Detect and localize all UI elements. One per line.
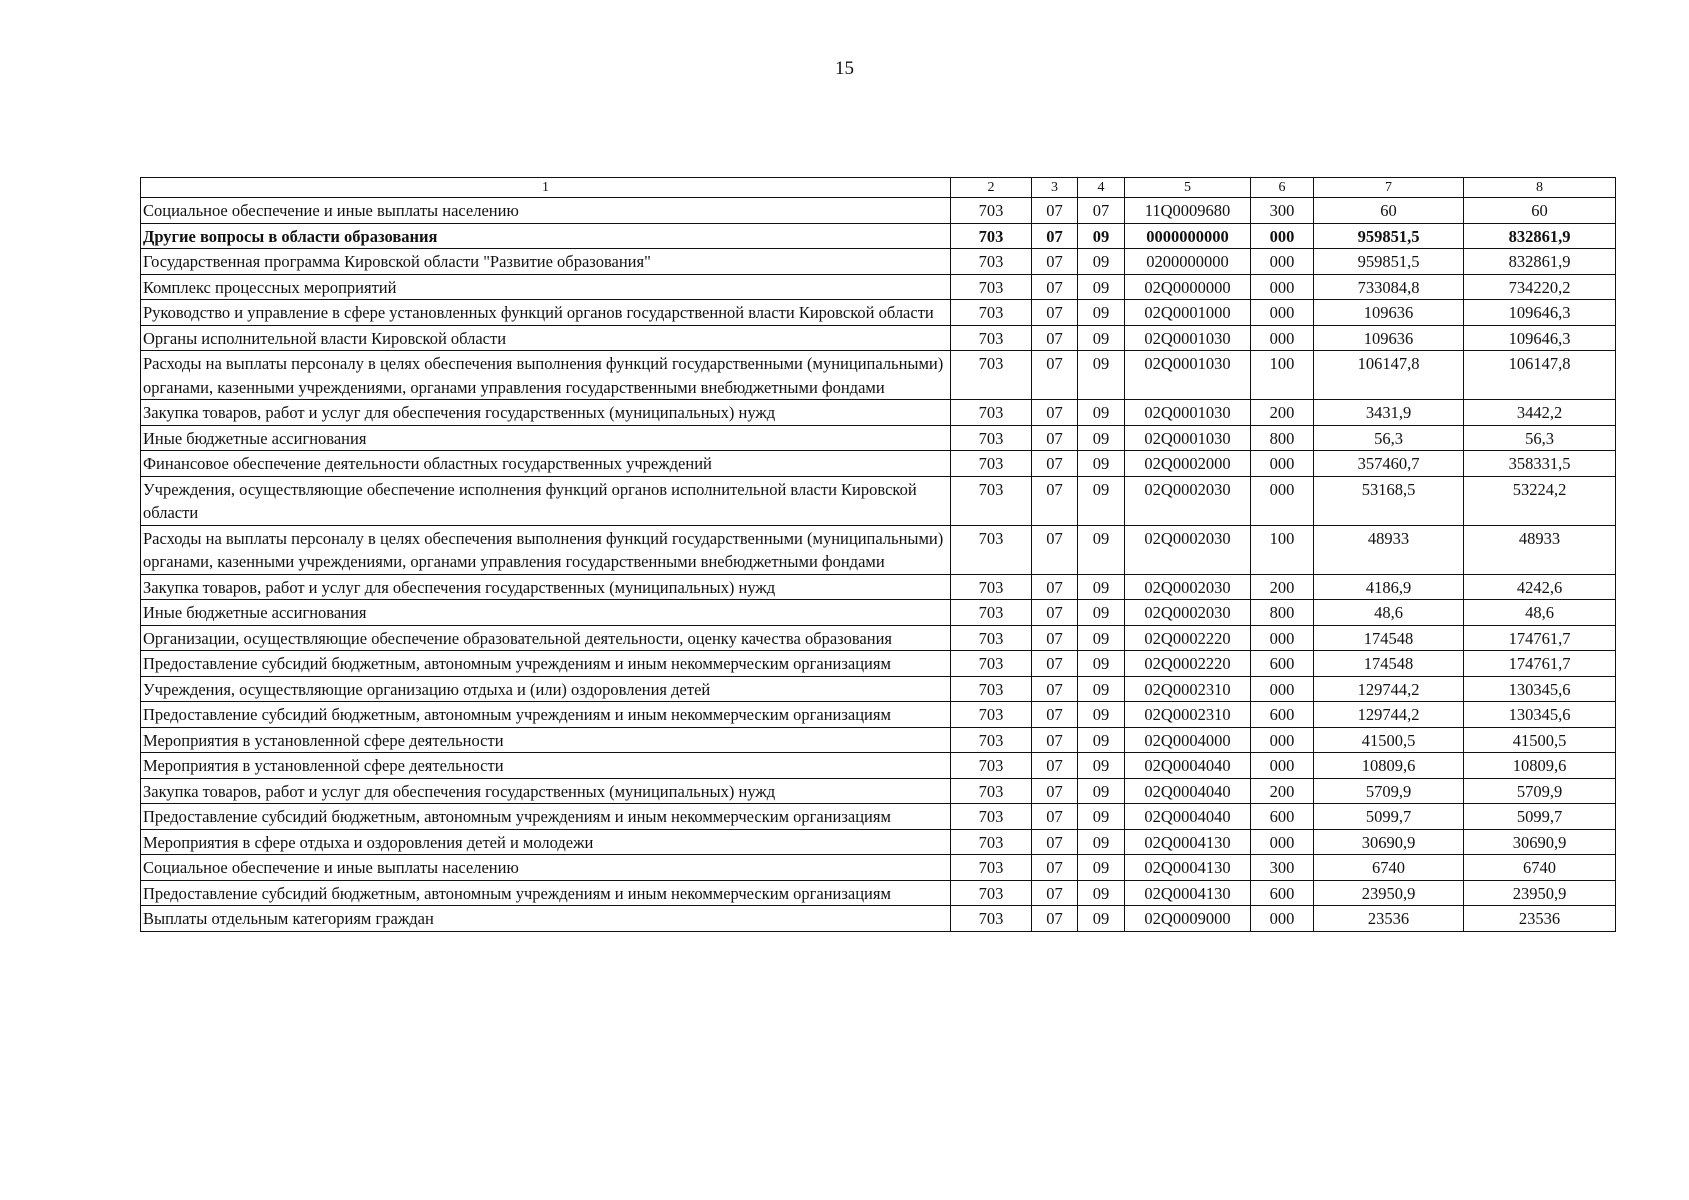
section-code: 07 [1032, 198, 1078, 224]
table-row [141, 425, 1616, 451]
section-code: 07 [1032, 300, 1078, 326]
amount-col-7: 174548 [1314, 625, 1464, 651]
item-name: Мероприятия в установленной сфере деятельности [141, 727, 951, 753]
column-header: 7 [1314, 178, 1464, 198]
item-name: Учреждения, осуществляющие обеспечение исполнения функций органов исполнительной власти Кировской области [141, 476, 951, 525]
item-name: Мероприятия в установленной сфере деятельности [141, 753, 951, 779]
table-row [141, 476, 1616, 525]
amount-col-7: 23536 [1314, 906, 1464, 932]
amount-col-8: 5709,9 [1464, 778, 1616, 804]
column-header: 5 [1125, 178, 1251, 198]
table-row [141, 829, 1616, 855]
amount-col-7: 6740 [1314, 855, 1464, 881]
item-name: Комплекс процессных мероприятий [141, 274, 951, 300]
section-code: 07 [1032, 727, 1078, 753]
item-name: Предоставление субсидий бюджетным, автономным учреждениям и иным некоммерческим организациям [141, 804, 951, 830]
item-name: Государственная программа Кировской области "Развитие образования" [141, 249, 951, 275]
subsection-code: 09 [1078, 625, 1125, 651]
column-header: 6 [1251, 178, 1314, 198]
amount-col-8: 60 [1464, 198, 1616, 224]
target-article-code: 02Q0001030 [1125, 425, 1251, 451]
item-name: Предоставление субсидий бюджетным, автономным учреждениям и иным некоммерческим организациям [141, 702, 951, 728]
amount-col-7: 41500,5 [1314, 727, 1464, 753]
amount-col-8: 23536 [1464, 906, 1616, 932]
ministry-code: 703 [951, 676, 1032, 702]
expense-type-code: 200 [1251, 574, 1314, 600]
item-name: Социальное обеспечение и иные выплаты населению [141, 855, 951, 881]
section-code: 07 [1032, 804, 1078, 830]
target-article-code: 02Q0004130 [1125, 855, 1251, 881]
amount-col-8: 6740 [1464, 855, 1616, 881]
section-code: 07 [1032, 325, 1078, 351]
expense-type-code: 600 [1251, 702, 1314, 728]
amount-col-8: 41500,5 [1464, 727, 1616, 753]
amount-col-8: 130345,6 [1464, 702, 1616, 728]
table-row [141, 451, 1616, 477]
target-article-code: 02Q0004130 [1125, 880, 1251, 906]
item-name: Расходы на выплаты персоналу в целях обеспечения выполнения функций государственными (муниципальными) органами, казенными учреждениями, органами управления государственными внебюджетными фондами [141, 351, 951, 400]
ministry-code: 703 [951, 451, 1032, 477]
ministry-code: 703 [951, 880, 1032, 906]
amount-col-8: 734220,2 [1464, 274, 1616, 300]
expense-type-code: 000 [1251, 753, 1314, 779]
section-code: 07 [1032, 223, 1078, 249]
target-article-code: 02Q0004130 [1125, 829, 1251, 855]
expense-type-code: 600 [1251, 651, 1314, 677]
ministry-code: 703 [951, 325, 1032, 351]
item-name: Закупка товаров, работ и услуг для обеспечения государственных (муниципальных) нужд [141, 574, 951, 600]
amount-col-8: 48,6 [1464, 600, 1616, 626]
amount-col-7: 4186,9 [1314, 574, 1464, 600]
table-row [141, 676, 1616, 702]
table-row [141, 574, 1616, 600]
expense-type-code: 300 [1251, 855, 1314, 881]
section-code: 07 [1032, 400, 1078, 426]
amount-col-7: 733084,8 [1314, 274, 1464, 300]
ministry-code: 703 [951, 198, 1032, 224]
ministry-code: 703 [951, 829, 1032, 855]
subsection-code: 09 [1078, 274, 1125, 300]
subsection-code: 09 [1078, 476, 1125, 525]
subsection-code: 09 [1078, 727, 1125, 753]
target-article-code: 02Q0000000 [1125, 274, 1251, 300]
target-article-code: 02Q0002220 [1125, 625, 1251, 651]
ministry-code: 703 [951, 223, 1032, 249]
section-code: 07 [1032, 600, 1078, 626]
amount-col-8: 358331,5 [1464, 451, 1616, 477]
subsection-code: 09 [1078, 880, 1125, 906]
ministry-code: 703 [951, 300, 1032, 326]
expense-type-code: 000 [1251, 325, 1314, 351]
section-code: 07 [1032, 651, 1078, 677]
expense-type-code: 100 [1251, 525, 1314, 574]
ministry-code: 703 [951, 249, 1032, 275]
amount-col-8: 4242,6 [1464, 574, 1616, 600]
amount-col-7: 5709,9 [1314, 778, 1464, 804]
section-code: 07 [1032, 625, 1078, 651]
subsection-code: 09 [1078, 855, 1125, 881]
table-row [141, 651, 1616, 677]
table-row [141, 198, 1616, 224]
section-code: 07 [1032, 855, 1078, 881]
subsection-code: 09 [1078, 400, 1125, 426]
target-article-code: 02Q0002310 [1125, 676, 1251, 702]
subsection-code: 09 [1078, 574, 1125, 600]
item-name: Мероприятия в сфере отдыха и оздоровления детей и молодежи [141, 829, 951, 855]
target-article-code: 02Q0002030 [1125, 600, 1251, 626]
section-code: 07 [1032, 880, 1078, 906]
ministry-code: 703 [951, 525, 1032, 574]
amount-col-8: 10809,6 [1464, 753, 1616, 779]
amount-col-8: 832861,9 [1464, 223, 1616, 249]
target-article-code: 02Q0002000 [1125, 451, 1251, 477]
amount-col-8: 832861,9 [1464, 249, 1616, 275]
expense-type-code: 800 [1251, 600, 1314, 626]
table-row [141, 325, 1616, 351]
subsection-code: 09 [1078, 753, 1125, 779]
expense-type-code: 000 [1251, 249, 1314, 275]
expense-type-code: 800 [1251, 425, 1314, 451]
ministry-code: 703 [951, 651, 1032, 677]
ministry-code: 703 [951, 351, 1032, 400]
target-article-code: 02Q0004040 [1125, 753, 1251, 779]
subsection-code: 09 [1078, 223, 1125, 249]
item-name: Предоставление субсидий бюджетным, автономным учреждениям и иным некоммерческим организациям [141, 880, 951, 906]
item-name: Расходы на выплаты персоналу в целях обеспечения выполнения функций государственными (муниципальными) органами, казенными учреждениями, органами управления государственными внебюджетными фондами [141, 525, 951, 574]
target-article-code: 11Q0009680 [1125, 198, 1251, 224]
table-row [141, 880, 1616, 906]
amount-col-8: 106147,8 [1464, 351, 1616, 400]
section-code: 07 [1032, 476, 1078, 525]
expense-type-code: 000 [1251, 451, 1314, 477]
section-code: 07 [1032, 906, 1078, 932]
section-code: 07 [1032, 425, 1078, 451]
column-header: 8 [1464, 178, 1616, 198]
expense-type-code: 100 [1251, 351, 1314, 400]
column-header: 2 [951, 178, 1032, 198]
amount-col-8: 109646,3 [1464, 300, 1616, 326]
subsection-code: 07 [1078, 198, 1125, 224]
subsection-code: 09 [1078, 249, 1125, 275]
subsection-code: 09 [1078, 425, 1125, 451]
section-code: 07 [1032, 525, 1078, 574]
expense-type-code: 600 [1251, 880, 1314, 906]
target-article-code: 0000000000 [1125, 223, 1251, 249]
item-name: Финансовое обеспечение деятельности областных государственных учреждений [141, 451, 951, 477]
subsection-code: 09 [1078, 325, 1125, 351]
target-article-code: 02Q0002310 [1125, 702, 1251, 728]
expense-type-code: 200 [1251, 778, 1314, 804]
ministry-code: 703 [951, 804, 1032, 830]
expense-type-code: 000 [1251, 676, 1314, 702]
subsection-code: 09 [1078, 676, 1125, 702]
section-code: 07 [1032, 351, 1078, 400]
subsection-code: 09 [1078, 778, 1125, 804]
expense-type-code: 000 [1251, 223, 1314, 249]
item-name: Выплаты отдельным категориям граждан [141, 906, 951, 932]
ministry-code: 703 [951, 574, 1032, 600]
table-row [141, 855, 1616, 881]
item-name: Закупка товаров, работ и услуг для обеспечения государственных (муниципальных) нужд [141, 778, 951, 804]
amount-col-8: 3442,2 [1464, 400, 1616, 426]
section-code: 07 [1032, 753, 1078, 779]
table-row [141, 906, 1616, 932]
amount-col-7: 48,6 [1314, 600, 1464, 626]
subsection-code: 09 [1078, 829, 1125, 855]
subsection-code: 09 [1078, 702, 1125, 728]
amount-col-7: 174548 [1314, 651, 1464, 677]
amount-col-8: 174761,7 [1464, 625, 1616, 651]
column-number-header [141, 178, 1616, 198]
table-row [141, 625, 1616, 651]
subsection-code: 09 [1078, 600, 1125, 626]
table-row [141, 702, 1616, 728]
subsection-code: 09 [1078, 906, 1125, 932]
amount-col-7: 959851,5 [1314, 249, 1464, 275]
expense-type-code: 600 [1251, 804, 1314, 830]
table-row [141, 600, 1616, 626]
target-article-code: 02Q0002030 [1125, 574, 1251, 600]
column-header: 1 [141, 178, 951, 198]
ministry-code: 703 [951, 600, 1032, 626]
item-name: Организации, осуществляющие обеспечение образовательной деятельности, оценку качества образования [141, 625, 951, 651]
target-article-code: 02Q0004000 [1125, 727, 1251, 753]
item-name: Учреждения, осуществляющие организацию отдыха и (или) оздоровления детей [141, 676, 951, 702]
target-article-code: 02Q0001030 [1125, 325, 1251, 351]
expense-type-code: 300 [1251, 198, 1314, 224]
target-article-code: 02Q0009000 [1125, 906, 1251, 932]
table-row [141, 351, 1616, 400]
amount-col-7: 3431,9 [1314, 400, 1464, 426]
table-row [141, 753, 1616, 779]
item-name: Иные бюджетные ассигнования [141, 425, 951, 451]
amount-col-7: 48933 [1314, 525, 1464, 574]
item-name: Руководство и управление в сфере установленных функций органов государственной власти Кировской области [141, 300, 951, 326]
subsection-code: 09 [1078, 804, 1125, 830]
page-number: 15 [835, 58, 854, 79]
column-header: 4 [1078, 178, 1125, 198]
target-article-code: 02Q0001030 [1125, 400, 1251, 426]
expense-type-code: 000 [1251, 829, 1314, 855]
expense-type-code: 000 [1251, 300, 1314, 326]
amount-col-7: 109636 [1314, 325, 1464, 351]
ministry-code: 703 [951, 855, 1032, 881]
subsection-code: 09 [1078, 451, 1125, 477]
target-article-code: 02Q0002030 [1125, 525, 1251, 574]
expense-type-code: 200 [1251, 400, 1314, 426]
amount-col-8: 23950,9 [1464, 880, 1616, 906]
amount-col-8: 30690,9 [1464, 829, 1616, 855]
target-article-code: 0200000000 [1125, 249, 1251, 275]
ministry-code: 703 [951, 274, 1032, 300]
amount-col-7: 23950,9 [1314, 880, 1464, 906]
amount-col-8: 5099,7 [1464, 804, 1616, 830]
item-name: Органы исполнительной власти Кировской области [141, 325, 951, 351]
ministry-code: 703 [951, 625, 1032, 651]
target-article-code: 02Q0002220 [1125, 651, 1251, 677]
amount-col-7: 30690,9 [1314, 829, 1464, 855]
ministry-code: 703 [951, 906, 1032, 932]
column-header: 3 [1032, 178, 1078, 198]
ministry-code: 703 [951, 400, 1032, 426]
table-row [141, 300, 1616, 326]
ministry-code: 703 [951, 727, 1032, 753]
ministry-code: 703 [951, 753, 1032, 779]
item-name: Другие вопросы в области образования [141, 223, 951, 249]
expense-type-code: 000 [1251, 476, 1314, 525]
table-row [141, 400, 1616, 426]
table-row [141, 778, 1616, 804]
item-name: Социальное обеспечение и иные выплаты населению [141, 198, 951, 224]
subsection-code: 09 [1078, 651, 1125, 677]
target-article-code: 02Q0004040 [1125, 804, 1251, 830]
amount-col-7: 129744,2 [1314, 676, 1464, 702]
amount-col-8: 130345,6 [1464, 676, 1616, 702]
ministry-code: 703 [951, 425, 1032, 451]
amount-col-8: 174761,7 [1464, 651, 1616, 677]
expense-type-code: 000 [1251, 625, 1314, 651]
amount-col-7: 357460,7 [1314, 451, 1464, 477]
amount-col-7: 53168,5 [1314, 476, 1464, 525]
section-code: 07 [1032, 574, 1078, 600]
ministry-code: 703 [951, 702, 1032, 728]
expense-type-code: 000 [1251, 274, 1314, 300]
item-name: Закупка товаров, работ и услуг для обеспечения государственных (муниципальных) нужд [141, 400, 951, 426]
subsection-code: 09 [1078, 300, 1125, 326]
amount-col-7: 109636 [1314, 300, 1464, 326]
table-row [141, 727, 1616, 753]
table-row [141, 804, 1616, 830]
amount-col-7: 959851,5 [1314, 223, 1464, 249]
amount-col-8: 56,3 [1464, 425, 1616, 451]
subsection-code: 09 [1078, 525, 1125, 574]
amount-col-7: 60 [1314, 198, 1464, 224]
amount-col-8: 53224,2 [1464, 476, 1616, 525]
table-row [141, 249, 1616, 275]
section-code: 07 [1032, 249, 1078, 275]
expense-type-code: 000 [1251, 906, 1314, 932]
budget-table [140, 177, 1616, 932]
section-code: 07 [1032, 451, 1078, 477]
target-article-code: 02Q0001000 [1125, 300, 1251, 326]
item-name: Иные бюджетные ассигнования [141, 600, 951, 626]
amount-col-7: 106147,8 [1314, 351, 1464, 400]
ministry-code: 703 [951, 778, 1032, 804]
section-code: 07 [1032, 676, 1078, 702]
item-name: Предоставление субсидий бюджетным, автономным учреждениям и иным некоммерческим организациям [141, 651, 951, 677]
table-row [141, 274, 1616, 300]
amount-col-7: 129744,2 [1314, 702, 1464, 728]
target-article-code: 02Q0002030 [1125, 476, 1251, 525]
amount-col-7: 10809,6 [1314, 753, 1464, 779]
section-code: 07 [1032, 702, 1078, 728]
subsection-code: 09 [1078, 351, 1125, 400]
target-article-code: 02Q0004040 [1125, 778, 1251, 804]
amount-col-7: 5099,7 [1314, 804, 1464, 830]
table-row [141, 525, 1616, 574]
target-article-code: 02Q0001030 [1125, 351, 1251, 400]
amount-col-7: 56,3 [1314, 425, 1464, 451]
section-code: 07 [1032, 274, 1078, 300]
amount-col-8: 48933 [1464, 525, 1616, 574]
table-row [141, 223, 1616, 249]
amount-col-8: 109646,3 [1464, 325, 1616, 351]
expense-type-code: 000 [1251, 727, 1314, 753]
section-code: 07 [1032, 829, 1078, 855]
ministry-code: 703 [951, 476, 1032, 525]
section-code: 07 [1032, 778, 1078, 804]
